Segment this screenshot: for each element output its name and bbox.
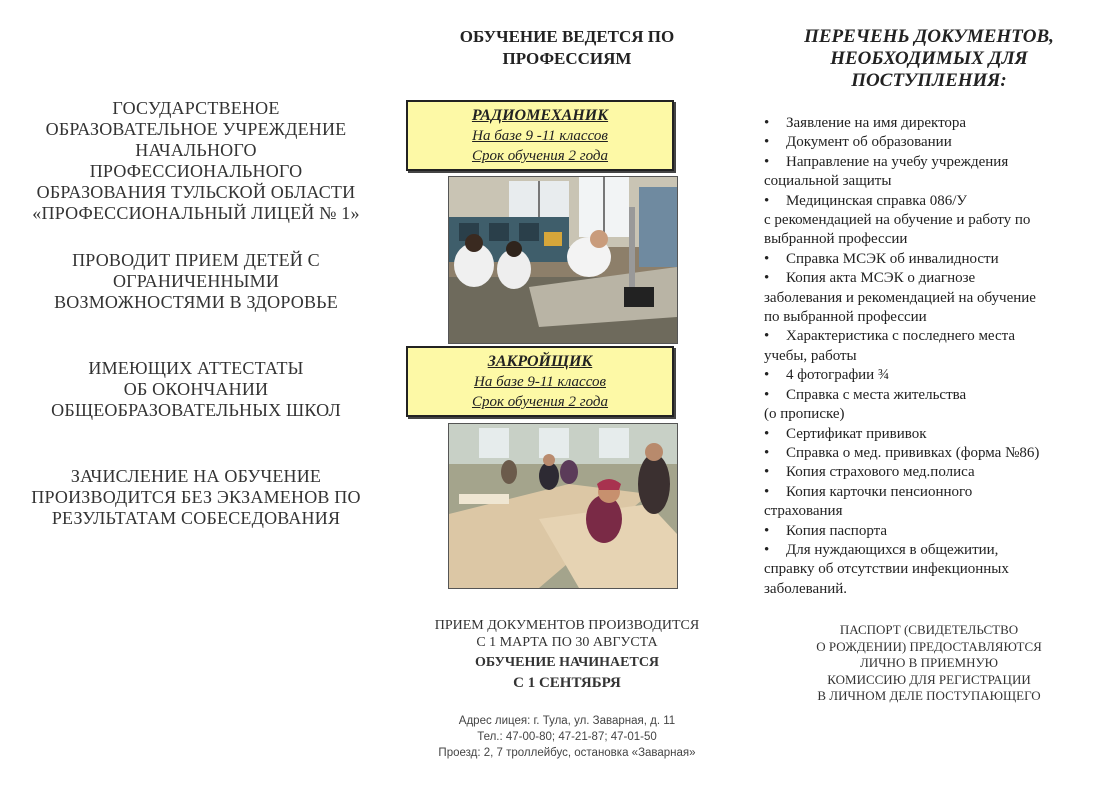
bullet-icon: • xyxy=(764,250,770,267)
list-item xyxy=(764,425,1116,444)
list-item xyxy=(764,483,1116,522)
list-item-text: выбранной профессии xyxy=(764,231,908,248)
list-item-text: (о прописке) xyxy=(764,406,845,423)
bullet-icon: • xyxy=(764,522,770,539)
study-start: ОБУЧЕНИЕ НАЧИНАЕТСЯ С 1 СЕНТЯБРЯ xyxy=(474,655,660,691)
bullet-icon: • xyxy=(764,115,770,131)
list-item-text: Копия карточки пенсионного xyxy=(786,483,973,500)
list-item-text: Медицинская справка 086/У xyxy=(786,192,968,209)
contact-address: Адрес лицея: г. Тула, ул. Заварная, д. 11 Тел.: 47-00-80; 47-21-87; 47-01-50 Проезд: 2, 7 троллейбус, остановка «Заварная» xyxy=(438,715,696,759)
bullet-icon: • xyxy=(764,328,770,345)
profession-term: Срок обучения 2 года xyxy=(471,394,609,410)
bullet-icon: • xyxy=(764,425,770,442)
list-item-text: Копия паспорта xyxy=(786,522,888,539)
list-item-text: Справка о мед. прививках (форма №86) xyxy=(786,444,1040,461)
radio-workshop-photo xyxy=(448,176,678,344)
profession-term: Срок обучения 2 года xyxy=(471,148,609,164)
professions-heading: ОБУЧЕНИЕ ВЕДЕТСЯ ПО ПРОФЕССИЯМ xyxy=(459,27,675,68)
list-item xyxy=(764,153,1116,192)
bullet-icon: • xyxy=(764,270,770,287)
passport-note: ПАСПОРТ (СВИДЕТЕЛЬСТВО О РОЖДЕНИИ) ПРЕДОСТАВЛЯЮТСЯ ЛИЧНО В ПРИЕМНУЮ КОМИССИЮ ДЛЯ РЕГИСТРАЦИИ В ЛИЧНОМ ДЕЛЕ ПОСТУПАЮЩЕГО xyxy=(816,622,1042,703)
bullet-icon: • xyxy=(764,386,770,403)
right-panel xyxy=(742,0,1116,786)
left-panel xyxy=(0,0,392,786)
list-item-text: Сертификат прививок xyxy=(786,425,927,442)
institution-name: ГОСУДАРСТВЕНОЕ ОБРАЗОВАТЕЛЬНОЕ УЧРЕЖДЕНИЕ НАЧАЛЬНОГО ПРОФЕССИОНАЛЬНОГО ОБРАЗОВАНИЯ ТУЛЬСКОЙ ОБЛАСТИ «ПРОФЕССИОНАЛЬНЫЙ ЛИЦЕЙ № 1» xyxy=(32,98,360,223)
list-item-text: Справка МСЭК об инвалидности xyxy=(786,250,999,267)
profession-base: На базе 9-11 классов xyxy=(473,374,606,390)
admission-statement: ПРОВОДИТ ПРИЕМ ДЕТЕЙ С ОГРАНИЧЕННЫМИ ВОЗМОЖНОСТЯМИ В ЗДОРОВЬЕ xyxy=(54,250,338,312)
profession-title: ЗАКРОЙЩИК xyxy=(487,353,593,370)
certificates-statement: ИМЕЮЩИХ АТТЕСТАТЫ ОБ ОКОНЧАНИИ ОБЩЕОБРАЗОВАТЕЛЬНЫХ ШКОЛ xyxy=(51,358,341,420)
profession-box-cutter xyxy=(406,346,674,417)
list-item xyxy=(764,114,1116,133)
list-item-text: Документ об образовании xyxy=(786,134,952,151)
list-item xyxy=(764,327,1116,366)
list-item xyxy=(764,133,1116,152)
bullet-icon: • xyxy=(764,464,770,481)
list-item xyxy=(764,192,1116,250)
list-item xyxy=(764,269,1116,327)
list-item-text: с рекомендацией на обучение и работу по xyxy=(764,212,1031,229)
bullet-icon: • xyxy=(764,367,770,384)
bullet-icon: • xyxy=(764,134,770,151)
list-item-text: справку об отсутствии инфекционных xyxy=(764,561,1009,578)
list-item-text: Копия страхового мед.полиса xyxy=(786,464,975,481)
list-item-text: Копия акта МСЭК о диагнозе xyxy=(786,270,976,287)
sewing-workshop-illustration xyxy=(449,424,677,588)
list-item-text: страхования xyxy=(764,503,843,520)
profession-title: РАДИОМЕХАНИК xyxy=(471,107,609,124)
bullet-icon: • xyxy=(764,192,770,209)
list-item-text: по выбранной профессии xyxy=(764,309,927,326)
list-item-text: учебы, работы xyxy=(764,347,857,364)
list-item xyxy=(764,463,1116,482)
list-item-text: Заявление на имя директора xyxy=(786,115,967,131)
profession-box-radiomechanic xyxy=(406,100,674,171)
list-item-text: Для нуждающихся в общежитии, xyxy=(786,541,999,558)
list-item-text: заболеваний. xyxy=(764,580,848,597)
profession-base: На базе 9 -11 классов xyxy=(472,128,608,144)
list-item-text: Справка с места жительства xyxy=(786,386,967,403)
documents-list xyxy=(764,114,1116,599)
list-item xyxy=(764,444,1116,463)
list-item xyxy=(764,541,1116,599)
radio-workshop-illustration xyxy=(449,177,677,343)
list-item-text: 4 фотографии ¾ xyxy=(786,367,890,384)
list-item xyxy=(764,522,1116,541)
list-item xyxy=(764,366,1116,385)
intake-period: ПРИЕМ ДОКУМЕНТОВ ПРОИЗВОДИТСЯ С 1 МАРТА ПО 30 АВГУСТА xyxy=(434,618,700,650)
bullet-icon: • xyxy=(764,483,770,500)
sewing-workshop-photo xyxy=(448,423,678,589)
list-item-text: Характеристика с последнего места xyxy=(786,328,1016,345)
list-item-text: Направление на учебу учреждения xyxy=(786,153,1009,170)
documents-heading: ПЕРЕЧЕНЬ ДОКУМЕНТОВ, НЕОБХОДИМЫХ ДЛЯ ПОСТУПЛЕНИЯ: xyxy=(804,26,1054,91)
middle-panel xyxy=(392,0,742,786)
bullet-icon: • xyxy=(764,444,770,461)
bullet-icon: • xyxy=(764,541,770,558)
enrollment-statement: ЗАЧИСЛЕНИЕ НА ОБУЧЕНИЕ ПРОИЗВОДИТСЯ БЕЗ ЭКЗАМЕНОВ ПО РЕЗУЛЬТАТАМ СОБЕСЕДОВАНИЯ xyxy=(31,466,361,528)
list-item-text: заболевания и рекомендацией на обучение xyxy=(764,289,1036,306)
list-item-text: социальной защиты xyxy=(764,173,892,190)
bullet-icon: • xyxy=(764,153,770,170)
list-item xyxy=(764,386,1116,425)
list-item xyxy=(764,250,1116,269)
